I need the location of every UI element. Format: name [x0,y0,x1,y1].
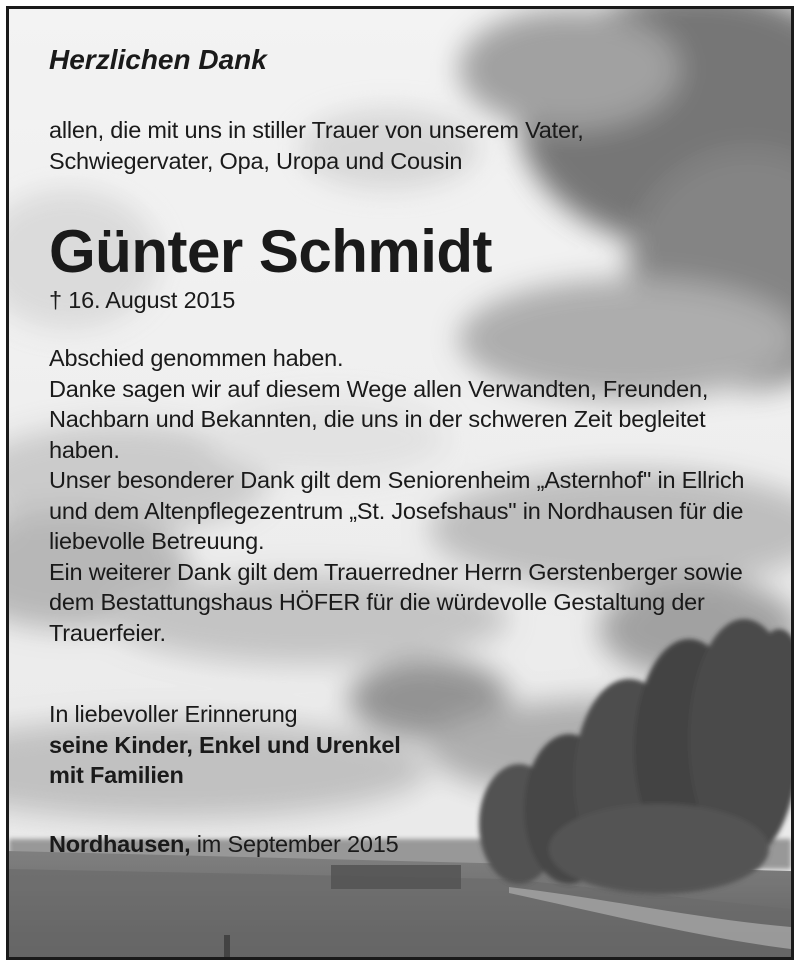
signatory-line: mit Familien [49,762,184,788]
deceased-name: Günter Schmidt [49,218,493,285]
place-name: Nordhausen, [49,831,191,857]
closing-block [49,699,401,791]
intro-line: Schwiegervater, Opa, Uropa und Cousin [49,147,463,174]
body-line: Danke sagen wir auf diesem Wege allen Verwandten, Freunden, [49,375,709,402]
body-line: Nachbarn und Bekannten, die uns in der schweren Zeit begleitet [49,406,706,432]
obituary-card [6,6,794,960]
body-line: dem Bestattungshaus HÖFER für die würdevolle Gestaltung der [49,589,705,615]
closing-line: In liebevoller Erinnerung [49,701,298,727]
body-text [49,343,744,648]
body-line: Trauerfeier. [49,619,166,646]
intro-line: allen, die mit uns in stiller Trauer von unserem Vater, [49,117,584,143]
place-date [49,829,398,860]
signatory-line: seine Kinder, Enkel und Urenkel [49,731,401,758]
body-line: liebevolle Betreuung. [49,528,265,554]
body-line: und dem Altenpflegezentrum „St. Josefshaus" in Nordhausen für die [49,497,744,524]
heading-thanks: Herzlichen Dank [49,44,267,75]
intro-text [49,115,584,176]
body-line: Ein weiterer Dank gilt dem Trauerredner Herrn Gerstenberger sowie [49,558,743,585]
date-text: im September 2015 [190,831,399,857]
body-line: Abschied genommen haben. [49,345,344,371]
death-date: † 16. August 2015 [49,287,236,313]
body-line: Unser besonderer Dank gilt dem Seniorenheim „Asternhof" in Ellrich [49,467,745,493]
body-line: haben. [49,436,120,463]
